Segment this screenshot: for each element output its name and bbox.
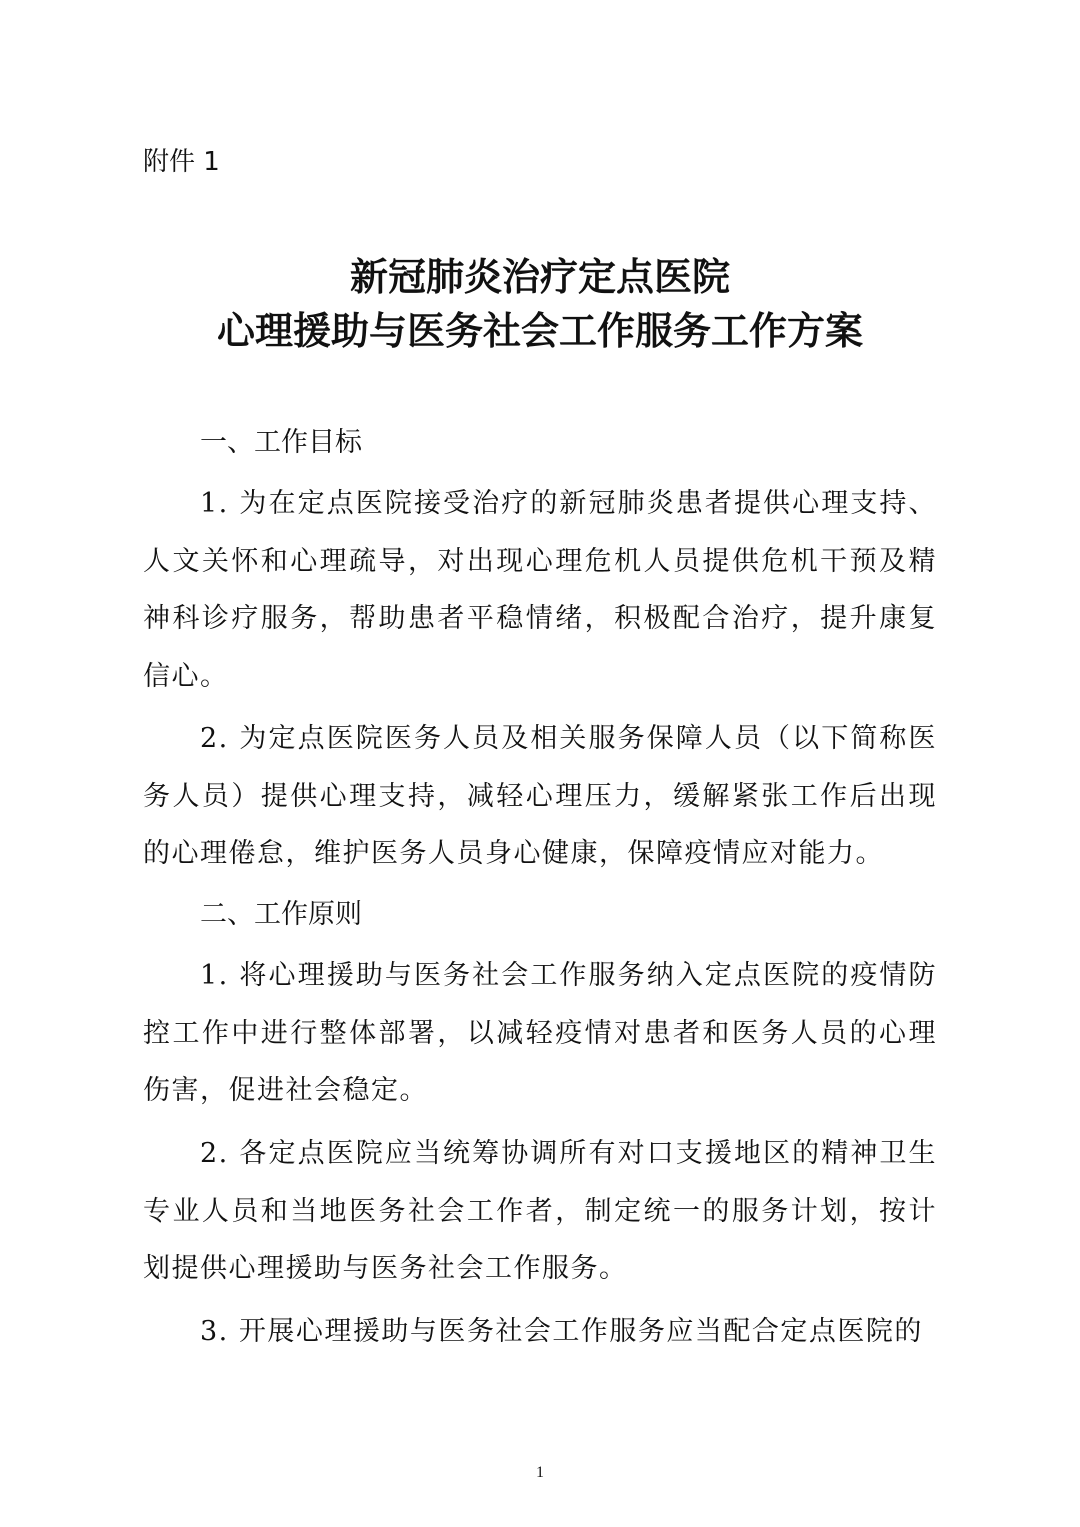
paragraph-principle-2: 2. 各定点医院应当统筹协调所有对口支援地区的精神卫生专业人员和当地医务社会工作者，制定统一的服务计划，按计划提供心理援助与医务社会工作服务。	[143, 1138, 937, 1284]
paragraph-goal-1: 1. 为在定点医院接受治疗的新冠肺炎患者提供心理支持、人文关怀和心理疏导，对出现心理危机人员提供危机干预及精神科诊疗服务，帮助患者平稳情绪，积极配合治疗，提升康复信心。	[143, 488, 937, 692]
attachment-label: 附件 1	[143, 147, 220, 177]
paragraph-principle-1: 1. 将心理援助与医务社会工作服务纳入定点医院的疫情防控工作中进行整体部署，以减轻疫情对患者和医务人员的心理伤害，促进社会稳定。	[143, 960, 937, 1106]
document-title-line-1: 新冠肺炎治疗定点医院	[349, 255, 730, 299]
paragraph-principle-3: 3. 开展心理援助与医务社会工作服务应当配合定点医院的	[200, 1316, 923, 1347]
paragraph-goal-2: 2. 为定点医院医务人员及相关服务保障人员（以下简称医务人员）提供心理支持，减轻心理压力，缓解紧张工作后出现的心理倦怠，维护医务人员身心健康，保障疫情应对能力。	[143, 723, 937, 869]
section-heading-principles: 二、工作原则	[200, 899, 362, 930]
document-title-line-2: 心理援助与医务社会工作服务工作方案	[216, 309, 863, 353]
page-number: 1	[536, 1464, 544, 1481]
section-heading-goals: 一、工作目标	[200, 427, 362, 458]
